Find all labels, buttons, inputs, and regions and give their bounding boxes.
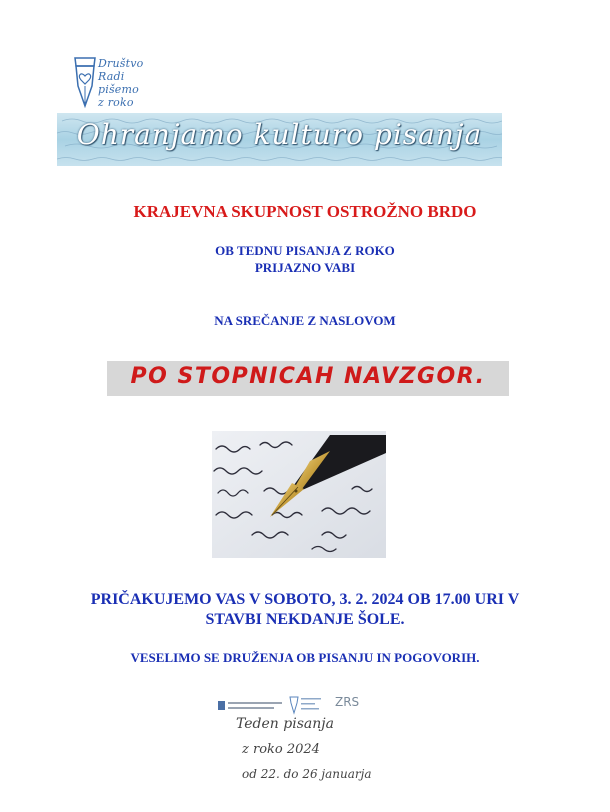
banner [57, 113, 502, 166]
banner-text: Ohranjamo kulturo pisanja [76, 118, 483, 151]
invitation-line-2: PRIJAZNO VABI [254, 260, 356, 275]
handwritten-line-1: Teden pisanja [236, 716, 334, 732]
drustvo-small-logo [289, 695, 325, 715]
organizer-heading: KRAJEVNA SKUPNOST OSTROŽNO BRDO [133, 202, 477, 221]
event-title: PO STOPNICAH NAVZGOR. [130, 364, 486, 389]
event-date-line-1: PRIČAKUJEMO VAS V SOBOTO, 3. 2. 2024 OB 17.00 URI V [90, 591, 520, 608]
fountain-pen-photo [212, 431, 386, 558]
closing-line: VESELIMO SE DRUŽENJA OB PISANJU IN POGOVORIH. [130, 650, 480, 665]
fountain-pen-image [212, 431, 386, 558]
event-date-line-2: STAVBI NEKDANJE ŠOLE. [205, 611, 405, 628]
logo-line-4: z roko [98, 96, 134, 109]
ministry-logo-icon [218, 700, 284, 712]
logo-line-1: Društvo [98, 57, 144, 70]
logo-line-3: pišemo [98, 83, 139, 96]
logo-line-2: Radi [98, 70, 125, 83]
handwritten-line-2: z roko 2024 [242, 742, 320, 757]
event-title-box [107, 361, 509, 396]
invitation-line-3: NA SREČANJE Z NASLOVOM [214, 313, 396, 328]
drustvo-logo [72, 56, 162, 112]
zrs-logo: ZRS [335, 695, 360, 709]
fountain-pen-nib-icon [72, 56, 98, 112]
ministry-logo [218, 699, 284, 711]
invitation-line-1: OB TEDNU PISANJA Z ROKO [215, 243, 395, 258]
handwritten-line-3: od 22. do 26 januarja [242, 767, 372, 781]
drustvo-small-logo-icon [289, 695, 325, 715]
